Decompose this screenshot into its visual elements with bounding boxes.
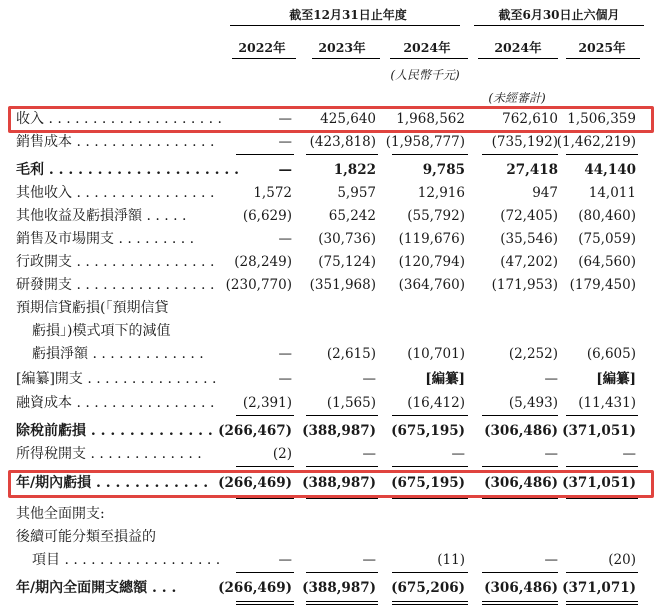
row-label: 除稅前虧損 . . . . . . . . . . . . . [16,423,213,439]
row-value: — [278,162,292,178]
row-value: (2,615) [326,346,376,362]
row-value: — [278,231,292,247]
year-rule-4 [478,58,558,59]
row-value: — [544,446,558,462]
row-oci-heading [0,503,660,526]
row-value: (675,206) [391,580,465,596]
row-value: (2,252) [508,346,558,362]
highlight-box-loss-for-period [8,470,654,498]
header-group-year-end: 截至12月31日止年度 [289,8,407,22]
header-group-year-end-rule [230,25,460,26]
row-value: 947 [532,185,558,201]
row-value: (371,051) [562,423,636,439]
row-value: (20) [608,552,636,568]
subtotal-rule [306,466,378,467]
row-other-income [0,182,660,205]
row-label: 虧損淨額 . . . . . . . . . . . . . [32,346,204,362]
row-label: 所得稅開支 . . . . . . . . . . . . . [16,446,202,462]
row-label: 融資成本 . . . . . . . . . . . . . . . . [16,395,215,411]
row-value: (55,792) [407,208,465,224]
year-header-2023: 2023年 [318,40,366,55]
row-label: 毛利 . . . . . . . . . . . . . . . . . . . . [16,162,239,178]
row-value: — [278,552,292,568]
row-value: — [278,346,292,362]
row-value: (11,431) [578,395,636,411]
row-other-gains-losses [0,205,660,228]
row-loss-before-tax [0,420,660,443]
row-label: 收入 . . . . . . . . . . . . . . . . . . . . [16,111,223,127]
row-value: (120,794) [398,254,465,270]
row-ecl-impairment [0,343,660,366]
subtotal-rule [392,466,468,467]
row-value: (735,192) [491,134,558,150]
row-value: — [278,111,292,127]
row-value: (6,629) [242,208,292,224]
row-value: [編纂] [596,371,636,387]
row-value: (230,770) [225,277,292,293]
row-cost-of-sales [0,131,660,154]
subtotal-rule [236,154,294,155]
row-redacted-expenses [0,368,660,391]
row-value: — [622,446,636,462]
subtotal-rule [482,154,558,155]
subtotal-rule [482,466,558,467]
row-value: (64,560) [578,254,636,270]
row-value: 9,785 [422,162,465,178]
row-value: 5,957 [337,185,376,201]
row-value: 44,140 [584,162,636,178]
row-value: 1,572 [253,185,292,201]
row-value: (306,486) [484,580,558,596]
row-value: (179,450) [569,277,636,293]
row-value: (5,493) [508,395,558,411]
year-header-2025-h1: 2025年 [578,40,626,55]
row-value: (306,486) [484,423,558,439]
subtotal-rule [566,466,638,467]
subtotal-rule [566,415,638,416]
subtotal-rule [482,572,558,573]
row-value: (266,469) [218,580,292,596]
row-value: (388,987) [302,475,376,491]
row-value: — [362,371,376,387]
total-double-rule [482,601,558,605]
row-value: 1,968,562 [396,111,465,127]
row-label: 銷售及市場開支 . . . . . . . . . [16,231,195,247]
year-header-2024: 2024年 [403,40,451,55]
row-value: 425,640 [320,111,376,127]
row-selling-marketing [0,228,660,251]
row-value: (1,462,219) [556,134,636,150]
row-value: (30,736) [318,231,376,247]
row-label: 其他全面開支: [16,506,105,522]
subtotal-rule [236,572,294,573]
row-value: 27,418 [506,162,558,178]
row-value: — [544,552,558,568]
row-value: [編纂] [425,371,465,387]
row-value: (371,071) [562,580,636,596]
row-value: — [278,134,292,150]
year-rule-1 [232,58,296,59]
year-header-2022: 2022年 [238,40,286,55]
total-double-rule [566,601,638,605]
year-header-2024-h1: 2024年 [494,40,542,55]
row-label: 其他收入 . . . . . . . . . . . . . . . . [16,185,215,201]
subtotal-rule [306,572,378,573]
row-value: (11) [437,552,465,568]
row-value: (371,051) [562,475,636,491]
subtotal-rule [392,154,468,155]
row-value: (2) [272,446,292,462]
row-label: 銷售成本 . . . . . . . . . . . . . . . . [16,134,215,150]
row-value: (171,953) [491,277,558,293]
row-value: (2,391) [242,395,292,411]
row-value: 1,822 [333,162,376,178]
row-value: (351,968) [309,277,376,293]
row-value: — [362,446,376,462]
row-label: 項目 . . . . . . . . . . . . . . . . . . [32,552,221,568]
subtotal-rule [236,415,294,416]
header-group-six-months-rule [474,25,644,26]
row-value: (423,818) [309,134,376,150]
row-oci-reclass [0,526,660,549]
subtotal-rule [306,154,378,155]
row-value: (266,469) [218,475,292,491]
row-value: (119,676) [398,231,465,247]
row-value: (1,958,777) [385,134,465,150]
row-value: — [362,552,376,568]
row-label: 行政開支 . . . . . . . . . . . . . . . . [16,254,215,270]
row-ecl-line-2 [0,320,660,343]
year-rule-3 [390,58,468,59]
subtotal-rule [392,415,468,416]
highlight-box-revenue [8,106,654,133]
total-double-rule [392,601,468,605]
row-value: (28,249) [234,254,292,270]
row-oci-items [0,549,660,572]
row-value: (675,195) [391,475,465,491]
row-value: (72,405) [500,208,558,224]
row-label: [編纂]開支 . . . . . . . . . . . . . . . [16,371,217,387]
row-value: (1,565) [326,395,376,411]
row-value: (364,760) [398,277,465,293]
year-rule-5 [566,58,640,59]
row-value: 14,011 [588,185,636,201]
row-value: 1,506,359 [567,111,636,127]
total-double-rule [236,601,294,605]
row-value: (75,124) [318,254,376,270]
row-value: — [278,371,292,387]
row-finance-costs [0,392,660,415]
row-label: 後續可能分類至損益的 [16,529,156,545]
unit-label: (人民幣千元) [390,68,460,82]
row-value: (47,202) [500,254,558,270]
row-value: (16,412) [407,395,465,411]
row-value: (10,701) [407,346,465,362]
subtotal-rule [236,466,294,467]
row-value: (35,546) [500,231,558,247]
row-value: (388,987) [302,580,376,596]
row-total-comprehensive [0,577,660,600]
row-value: (80,460) [578,208,636,224]
row-rd-expenses [0,274,660,297]
row-value: (675,195) [391,423,465,439]
row-label: 研發開支 . . . . . . . . . . . . . . . . [16,277,215,293]
row-value: 12,916 [417,185,465,201]
row-gross-profit [0,159,660,182]
total-double-rule [306,601,378,605]
row-value: (266,467) [218,423,292,439]
row-admin-expenses [0,251,660,274]
row-value: (75,059) [578,231,636,247]
row-value: — [544,371,558,387]
row-label: 虧損」)模式項下的減值 [32,323,171,339]
row-label: 年/期內虧損 . . . . . . . . . . . . [16,475,209,491]
unaudited-label: (未經審計) [488,91,546,105]
row-value: (6,605) [586,346,636,362]
subtotal-rule [482,415,558,416]
row-ecl-line-1 [0,297,660,320]
row-label: 年/期內全面開支總額 . . . [16,580,177,596]
row-label: 預期信貸虧損(「預期信貸 [16,300,169,316]
subtotal-rule [566,154,638,155]
year-rule-2 [312,58,380,59]
subtotal-rule [392,572,468,573]
row-income-tax [0,443,660,466]
header-group-six-months: 截至6月30日止六個月 [498,8,620,22]
subtotal-rule [306,415,378,416]
subtotal-rule [566,572,638,573]
row-value: — [451,446,465,462]
row-value: (388,987) [302,423,376,439]
row-value: 762,610 [502,111,558,127]
row-value: (306,486) [484,475,558,491]
row-label: 其他收益及虧損淨額 . . . . . [16,208,187,224]
row-value: 65,242 [328,208,376,224]
